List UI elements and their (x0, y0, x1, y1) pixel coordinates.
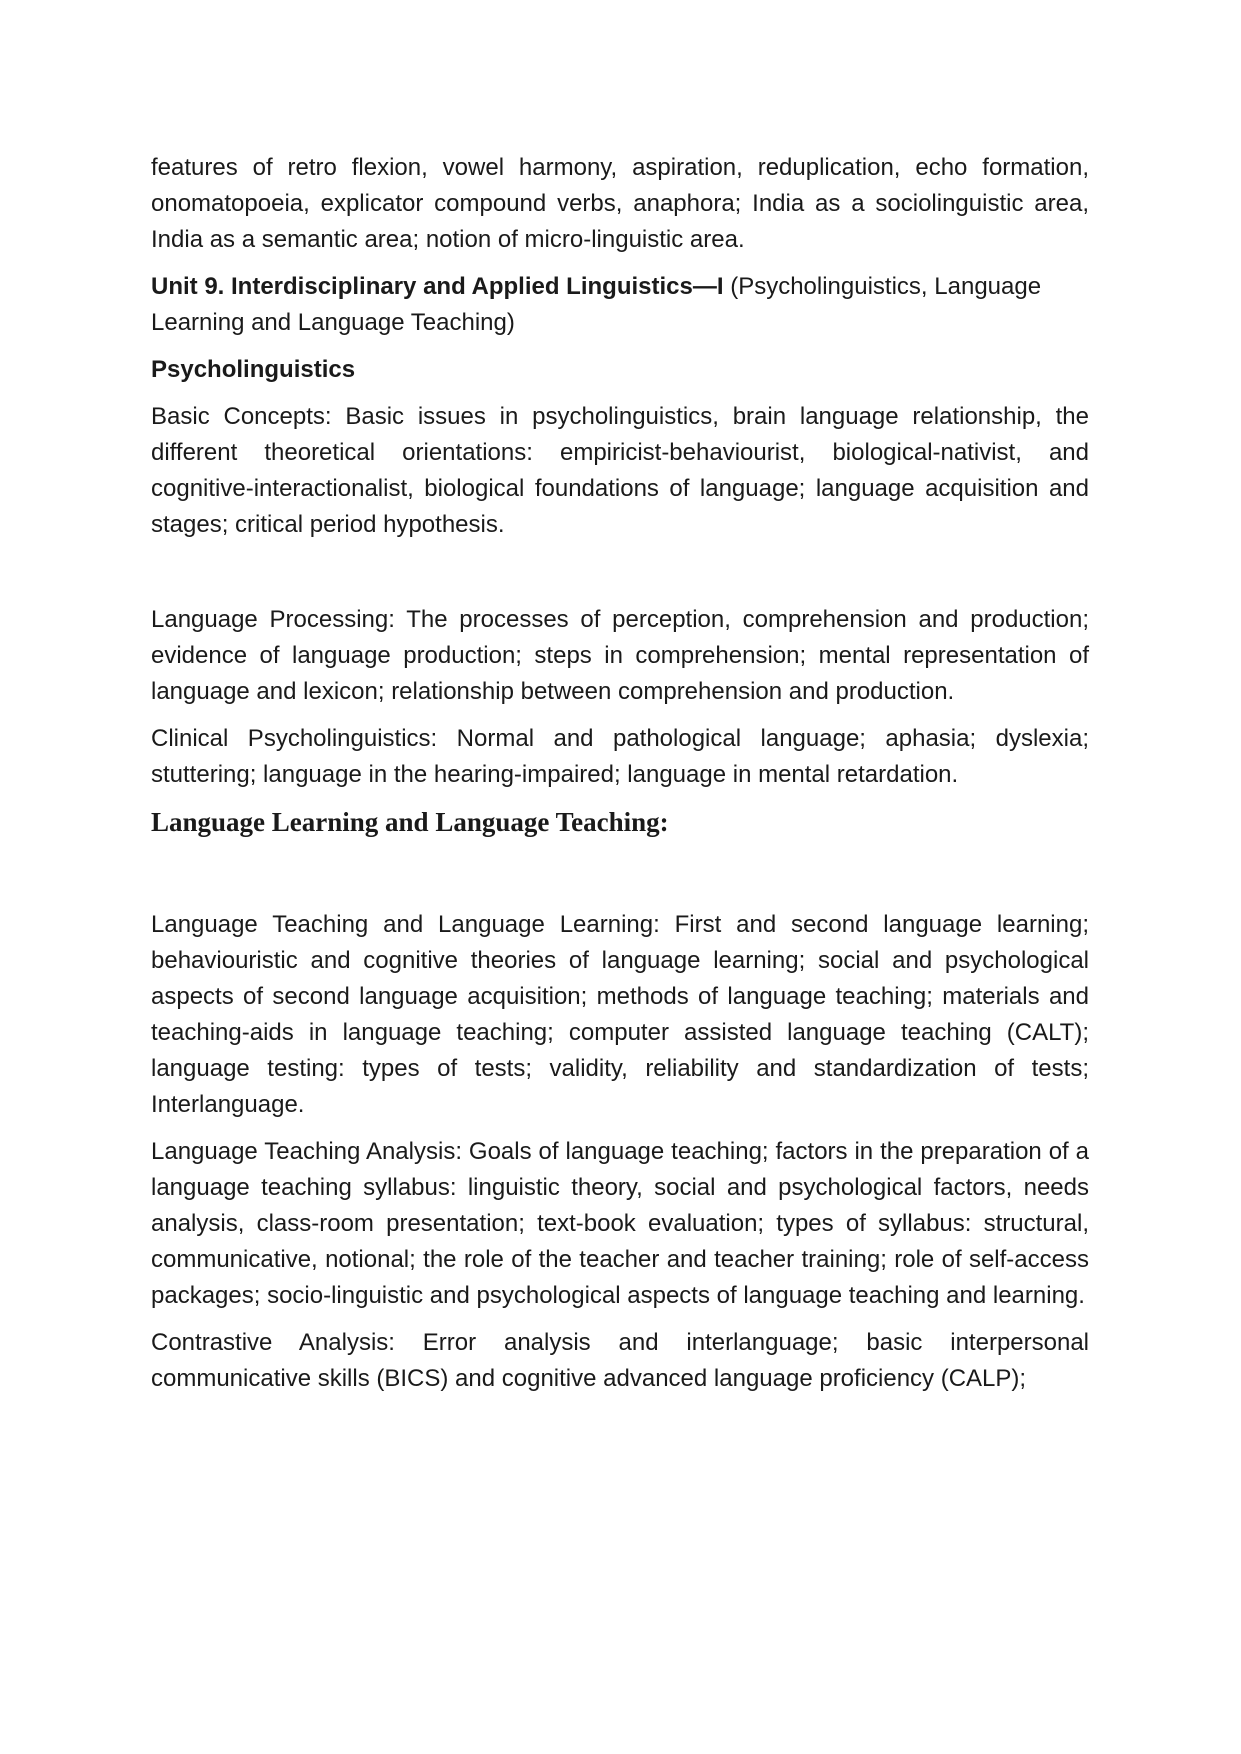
language-processing-paragraph: Language Processing: The processes of perception, comprehension and production; evidence of language production; steps in comprehension; mental representation of language and lexicon; relationship between comprehension and production. (151, 606, 1089, 705)
teaching-learning-paragraph: Language Teaching and Language Learning: First and second language learning; behaviouristic and cognitive theories of language learning; social and psychological aspects of second language acquisition; methods of language teaching; materials and teaching-aids in language teaching; computer assisted language teaching (CALT); language testing: types of tests; validity, reliability and standardization of tests; Interlanguage. (151, 911, 1089, 1118)
teaching-analysis-paragraph: Language Teaching Analysis: Goals of language teaching; factors in the preparation of a language teaching syllabus: linguistic theory, social and psychological factors, needs analysis, class-room presentation; text-book evaluation; types of syllabus: structural, communicative, notional; the role of the teacher and teacher training; role of self-access packages; socio-linguistic and psychological aspects of language teaching and learning. (151, 1138, 1089, 1309)
psycholinguistics-heading: Psycholinguistics (151, 356, 356, 383)
language-learning-teaching-heading: Language Learning and Language Teaching: (151, 807, 669, 837)
unit-9-subtitle: (Psycholinguistics, Language Learning and Language Teaching) (151, 273, 1042, 336)
clinical-psycholinguistics-paragraph: Clinical Psycholinguistics: Normal and pathological language; aphasia; dyslexia; stuttering; language in the hearing-impaired; language in mental retardation. (151, 725, 1089, 788)
intro-paragraph: features of retro flexion, vowel harmony, aspiration, reduplication, echo formation, onomatopoeia, explicator compound verbs, anaphora; India as a sociolinguistic area, India as a semantic area; notion of micro-linguistic area. (151, 154, 1089, 253)
basic-concepts-paragraph: Basic Concepts: Basic issues in psycholinguistics, brain language relationship, the different theoretical orientations: empiricist-behaviourist, biological-nativist, and cognitive-interactionalist, biological foundations of language; language acquisition and stages; critical period hypothesis. (151, 403, 1089, 538)
spacer (151, 851, 1089, 907)
spacer (151, 554, 1089, 602)
contrastive-analysis-paragraph: Contrastive Analysis: Error analysis and interlanguage; basic interpersonal communicative skills (BICS) and cognitive advanced language proficiency (CALP); (151, 1329, 1089, 1392)
document-page (151, 150, 1089, 1408)
unit-9-heading (151, 269, 1089, 341)
unit-9-title: Unit 9. Interdisciplinary and Applied Linguistics—I (151, 273, 724, 300)
